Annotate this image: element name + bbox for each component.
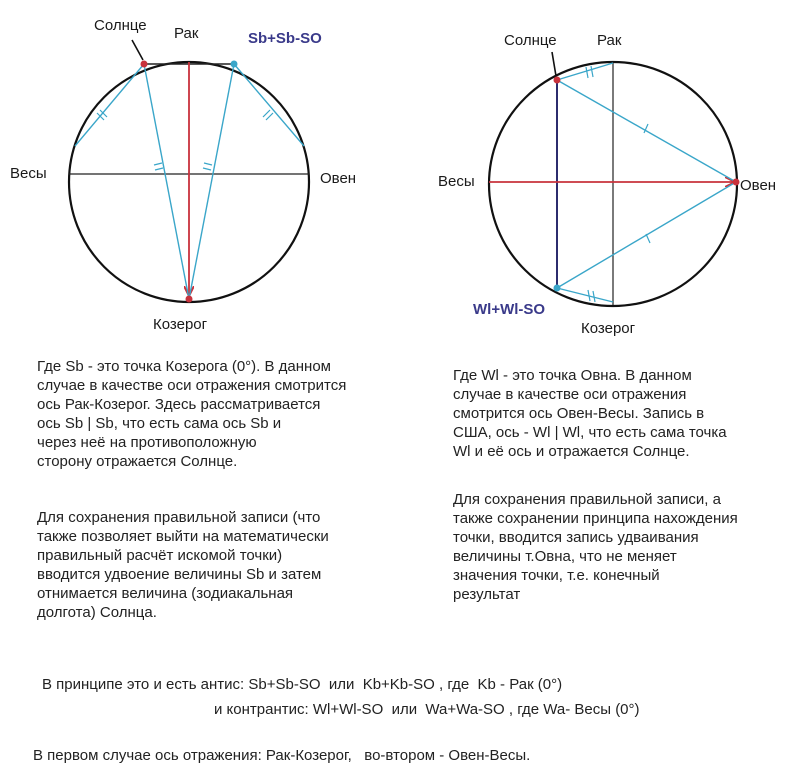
left-sun-point	[141, 61, 148, 68]
right-diagram	[438, 32, 776, 337]
text-line: результат	[453, 586, 521, 603]
left-formula-label: Sb+Sb-SO	[248, 30, 322, 47]
left-explanation-2	[37, 508, 329, 622]
right-reflection-point	[554, 285, 561, 292]
text-line: случае в качестве оси отражения	[453, 386, 687, 403]
left-diagram	[10, 17, 356, 333]
right-sun-pointer	[552, 52, 556, 76]
right-aries-point	[733, 179, 740, 186]
text-line: точки, вводится запись удваивания	[453, 529, 699, 546]
text-line: ось Рак-Козерог. Здесь рассматривается	[37, 396, 321, 413]
right-explanation-1	[453, 366, 727, 461]
right-capricorn-label: Козерог	[581, 320, 636, 337]
right-libra-label: Весы	[438, 173, 475, 190]
left-aries-label: Овен	[320, 170, 357, 187]
text-line: Wl и её ось и отражается Солнце.	[453, 443, 690, 460]
text-line: смотрится ось Овен-Весы. Запись в	[453, 405, 705, 422]
left-sun-pointer	[132, 40, 143, 60]
text-line: долгота) Солнца.	[37, 604, 157, 621]
left-ray-sun-capricorn	[144, 64, 189, 299]
text-line: значения точки, т.е. конечный	[453, 567, 660, 584]
right-sun-point	[554, 77, 561, 84]
text-line: величины т.Овна, что не меняет	[453, 548, 677, 565]
left-ray-sun-libra	[75, 64, 144, 146]
text-line: случае в качестве оси отражения смотрится	[37, 377, 347, 394]
left-reflection-point	[231, 61, 238, 68]
text-line: также позволяет выйти на математически	[37, 528, 329, 545]
right-sun-label: Солнце	[504, 32, 557, 49]
right-ray-refl-capricorn	[557, 288, 613, 302]
right-formula-label: Wl+Wl-SO	[473, 301, 546, 318]
left-capricorn-point	[186, 296, 193, 303]
text-line: сторону отражается Солнце.	[37, 453, 238, 470]
text-line: через неё на противоположную	[37, 434, 257, 451]
left-cancer-label: Рак	[174, 25, 199, 42]
left-ray-refl-aries	[234, 64, 304, 146]
left-capricorn-label: Козерог	[153, 316, 208, 333]
axis-conclusion: В первом случае ось отражения: Рак-Козерог, во-втором - Овен-Весы.	[33, 747, 531, 764]
text-line: Для сохранения правильной записи (что	[37, 509, 321, 526]
right-cancer-label: Рак	[597, 32, 622, 49]
right-explanation-2	[453, 490, 738, 604]
right-aries-label: Овен	[740, 177, 777, 194]
text-line: Где Wl - это точка Овна. В данном	[453, 367, 692, 384]
text-line: Где Sb - это точка Козерога (0°). В данном	[37, 358, 331, 375]
text-line: США, ось - Wl | Wl, что есть сама точка	[453, 424, 727, 441]
right-ray-sun-aries	[557, 80, 736, 182]
left-libra-label: Весы	[10, 165, 47, 182]
text-line: также сохранении принципа нахождения	[453, 510, 738, 527]
text-line: ось Sb | Sb, что есть сама ось Sb и	[37, 415, 282, 432]
left-explanation-1	[37, 357, 346, 471]
left-ray-refl-capricorn	[189, 64, 234, 299]
text-line: Для сохранения правильной записи, а	[453, 491, 721, 508]
text-line: вводится удвоение величины Sb и затем	[37, 566, 322, 583]
left-tick-marks	[97, 110, 273, 170]
antiscia-summary: В принципе это и есть антис: Sb+Sb-SO или Kb+Kb-SO , где Kb - Рак (0°)	[42, 676, 563, 693]
left-sun-label: Солнце	[94, 17, 147, 34]
contra-antiscia-summary: и контрантис: Wl+Wl-SO или Wa+Wa-SO , где Wa- Весы (0°)	[214, 701, 640, 718]
text-line: отнимается величина (зодиакальная	[37, 585, 294, 602]
text-line: правильный расчёт искомой точки)	[37, 547, 283, 564]
